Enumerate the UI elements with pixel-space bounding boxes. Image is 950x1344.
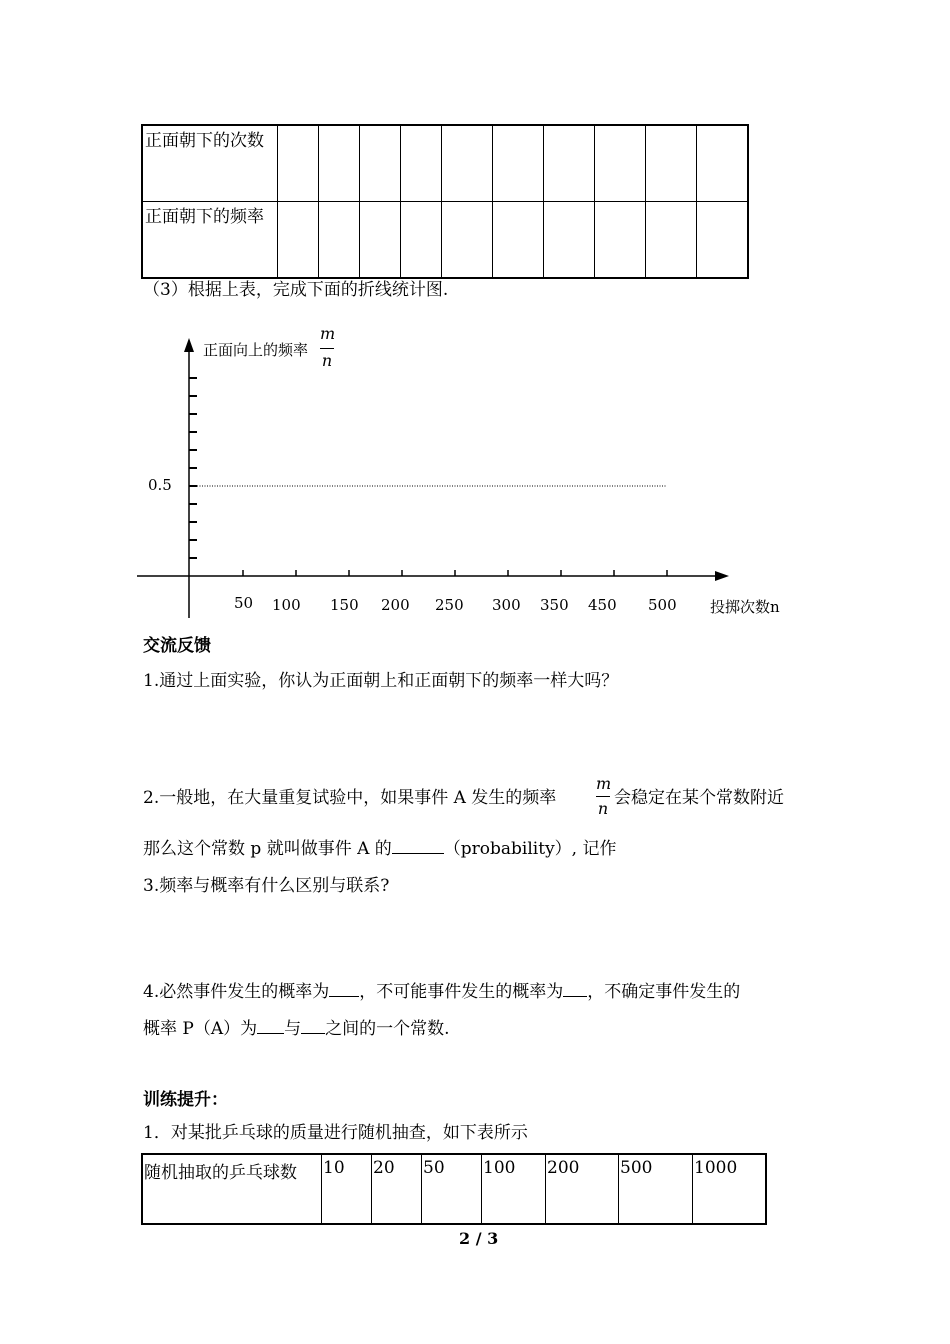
question-4-line-1 <box>143 977 740 1002</box>
x-tick-label: 450 <box>588 596 617 614</box>
pingpong-table <box>141 1153 767 1225</box>
fraction-bar <box>596 796 610 797</box>
row-label: 正面朝下的频率 <box>142 202 277 279</box>
table-cell: 100 <box>482 1154 546 1224</box>
fraction-numerator: m <box>320 324 336 343</box>
x-tick-label: 250 <box>435 596 464 614</box>
question-1: 1.通过上面实验，你认为正面朝上和正面朝下的频率一样大吗？ <box>143 671 619 691</box>
question-3: 3.频率与概率有什么区别与联系? <box>143 876 390 896</box>
x-axis-label: 投掷次数n <box>710 598 780 616</box>
y-axis-label: 正面向上的频率 <box>203 341 309 359</box>
table-cell: 10 <box>322 1154 372 1224</box>
question-2-part-c: 那么这个常数 p 就叫做事件 A 的 <box>143 839 392 859</box>
x-tick-label: 100 <box>272 596 301 614</box>
question-2-part-a: 2.一般地，在大量重复试验中，如果事件 A 发生的频率 <box>143 788 557 808</box>
question-2-line-2 <box>143 834 616 859</box>
x-tick-label: 300 <box>492 596 521 614</box>
training-heading: 训练提升： <box>143 1090 228 1110</box>
x-ticks <box>243 570 667 576</box>
fraction-denominator: n <box>321 351 333 370</box>
x-tick-label: 150 <box>330 596 359 614</box>
frequency-fraction <box>596 774 612 818</box>
question-4-part-f: 之间的一个常数. <box>325 1019 450 1039</box>
table-row <box>142 1154 766 1224</box>
y-ticks <box>189 378 197 558</box>
answer-blank[interactable] <box>329 978 359 997</box>
question-4-line-2 <box>143 1014 450 1039</box>
page-number: 2 / 3 <box>459 1229 499 1248</box>
y-axis-arrow <box>184 338 194 352</box>
question-4-part-b: ，不可能事件发生的概率为 <box>359 982 564 1002</box>
answer-blank[interactable] <box>563 978 587 997</box>
x-tick-label: 350 <box>540 596 569 614</box>
row-label: 正面朝下的次数 <box>142 125 277 202</box>
question-4-part-c: ，不确定事件发生的 <box>587 982 741 1002</box>
table-cell: 200 <box>546 1154 619 1224</box>
question-2-part-b: 会稳定在某个常数附近 <box>614 788 784 808</box>
question-4-part-e: 与 <box>284 1019 302 1039</box>
y-tick-label: 0.5 <box>148 476 172 494</box>
x-tick-label: 200 <box>381 596 410 614</box>
step-3-text: （3）根据上表，完成下面的折线统计图. <box>143 280 449 300</box>
answer-blank[interactable] <box>392 835 444 854</box>
table-cell: 500 <box>619 1154 693 1224</box>
x-axis-arrow <box>715 571 729 581</box>
y-axis-fraction <box>320 324 336 370</box>
question-4-part-a: 4.必然事件发生的概率为 <box>143 982 330 1002</box>
chart-axes <box>0 0 950 640</box>
feedback-heading: 交流反馈 <box>143 636 211 656</box>
fraction-numerator: m <box>596 774 612 793</box>
table-cell: 1000 <box>693 1154 767 1224</box>
table-header-cell: 随机抽取的乒乓球数 <box>142 1154 322 1224</box>
question-4-part-d: 概率 P（A）为 <box>143 1019 258 1039</box>
table-cell: 20 <box>372 1154 422 1224</box>
x-tick-label: 500 <box>648 596 677 614</box>
question-2-part-d: （probability）, 记作 <box>443 839 617 859</box>
training-question-1: 1．对某批乒乓球的质量进行随机抽查，如下表所示 <box>143 1123 528 1143</box>
table-cell: 50 <box>422 1154 482 1224</box>
fraction-bar <box>320 348 334 349</box>
answer-blank[interactable] <box>301 1015 325 1034</box>
fraction-denominator: n <box>597 799 609 818</box>
x-tick-label: 50 <box>234 594 254 612</box>
answer-blank[interactable] <box>257 1015 284 1034</box>
